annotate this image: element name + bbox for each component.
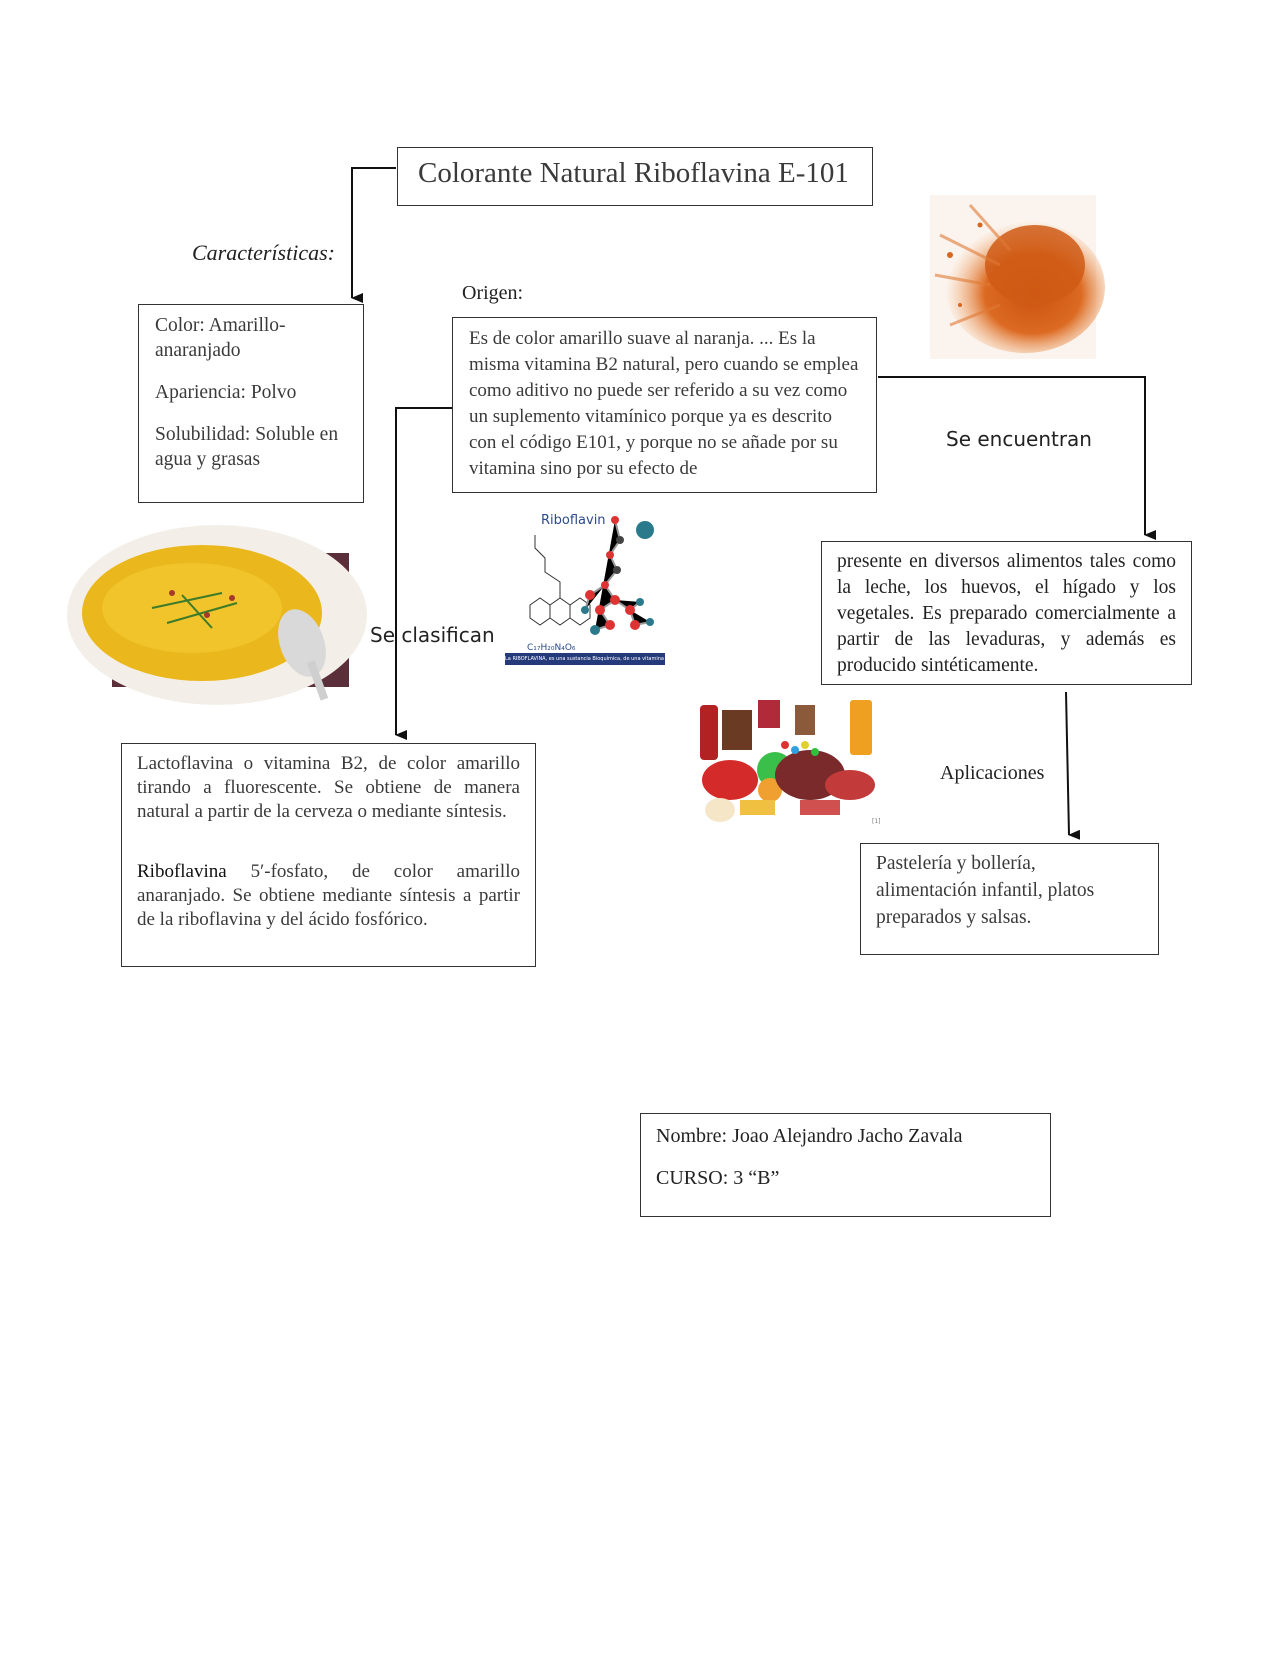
lactoflavina-text: Lactoflavina o vitamina B2, de color amarillo tirando a fluorescente. Se obtiene de manera natural a partir de la cerveza o mediante síntesis. bbox=[137, 753, 520, 822]
clasifican-box bbox=[121, 743, 536, 967]
riboflavina-bold: Riboflavina bbox=[137, 861, 227, 882]
aplicaciones-box bbox=[860, 843, 1159, 955]
processed-foods-image bbox=[700, 700, 885, 830]
label-se-encuentran: Se encuentran bbox=[946, 427, 1092, 451]
soup-image bbox=[112, 553, 349, 687]
caracteristicas-box bbox=[138, 304, 364, 503]
title-box bbox=[397, 147, 873, 206]
label-aplicaciones: Aplicaciones bbox=[940, 762, 1045, 784]
aplicaciones-text: Pastelería y bollería, alimentación infantil, platos preparados y salsas. bbox=[876, 853, 1095, 928]
label-se-clasifican: Se clasifican bbox=[370, 623, 495, 647]
paprika-powder-image bbox=[930, 195, 1096, 359]
student-box bbox=[640, 1113, 1051, 1217]
student-name: Nombre: Joao Alejandro Jacho Zavala bbox=[656, 1125, 963, 1147]
origen-box bbox=[452, 317, 877, 493]
color-text: Color: Amarillo-anaranjado bbox=[155, 315, 286, 361]
label-origen: Origen: bbox=[462, 282, 524, 304]
origen-text: Es de color amarillo suave al naranja. ... Es la misma vitamina B2 natural, pero cuando se emplea como aditivo no puede ser referido a su vez como un suplemento vitamínico porque ya es descrito con el código E101, y porque no se añade por su vitamina sino por su efecto de bbox=[469, 328, 859, 479]
arrow-caracteristicas bbox=[352, 168, 396, 298]
page-title: Colorante Natural Riboflavina E-101 bbox=[418, 157, 849, 189]
molecule-caption: La RIBOFLAVINA, es una sustancia Bioquímica, de una vitamina del grupo B, la denominada B2 bbox=[505, 653, 665, 665]
label-caracteristicas: Características: bbox=[192, 240, 335, 265]
encuentran-box bbox=[821, 541, 1192, 685]
arrow-aplicaciones bbox=[1066, 692, 1069, 835]
arrow-clasifican bbox=[396, 408, 454, 735]
encuentran-text: presente en diversos alimentos tales como la leche, los huevos, el hígado y los vegetales. Es preparado comercialmente a partir de las levaduras, y además es producido sintéticamente. bbox=[837, 551, 1176, 676]
riboflavina-rest: 5′-fosfato, de color amarillo anaranjado. Se obtiene mediante síntesis a partir de la riboflavina y del ácido fosfórico. bbox=[137, 861, 520, 930]
apariencia-text: Apariencia: Polvo bbox=[155, 382, 297, 403]
food-image-tag: [1] bbox=[872, 818, 881, 825]
riboflavin-molecule-image bbox=[505, 510, 744, 665]
riboflavina-fosfato-text bbox=[137, 860, 520, 932]
molecule-formula: C₁₇H₂₀N₄O₆ bbox=[527, 643, 576, 653]
student-course: CURSO: 3 “B” bbox=[656, 1167, 780, 1189]
solubilidad-text: Solubilidad: Soluble en agua y grasas bbox=[155, 424, 339, 470]
arrow-encuentran bbox=[878, 377, 1145, 535]
molecule-title: Riboflavin bbox=[541, 513, 606, 528]
